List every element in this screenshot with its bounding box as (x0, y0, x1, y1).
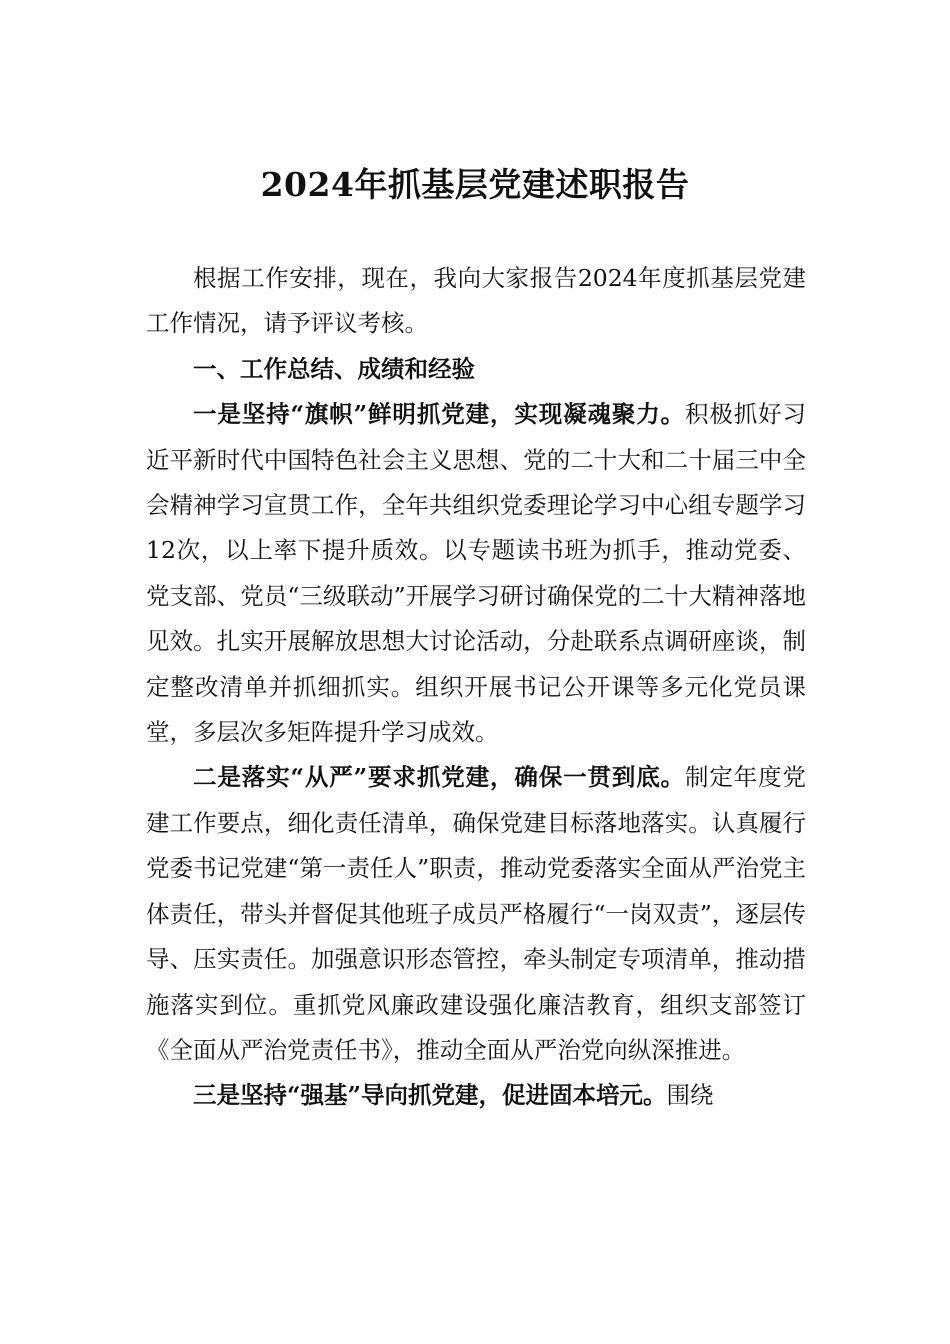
paragraph-2-lead: 二是落实“从严”要求抓党建，确保一贯到底。 (193, 763, 685, 792)
section-heading (146, 347, 806, 392)
document-title: 2024年抓基层党建述职报告 (260, 165, 690, 204)
paragraph-3-text: 围绕 (666, 1081, 714, 1110)
paragraph-1-lead: 一是坚持“旗帜”鲜明抓党建，实现凝魂聚力。 (193, 400, 685, 429)
document-body (146, 256, 806, 1119)
paragraph-3-lead: 三是坚持“强基”导向抓党建，促进固本培元。 (193, 1081, 667, 1110)
body-paragraph-3 (146, 1073, 806, 1118)
body-paragraph-1 (146, 392, 806, 755)
paragraph-1-text: 积极抓好习近平新时代中国特色社会主义思想、党的二十大和二十届三中全会精神学习宣贯工作，全年共组织党委理论学习中心组专题学习12次，以上率下提升质效。以专题读书班为抓手，推动党委、党支部、党员“三级联动”开展学习研讨确保党的二十大精神落地见效。扎实开展解放思想大讨论活动，分赴联系点调研座谈，制定整改清单并抓细抓实。组织开展书记公开课等多元化党员课堂，多层次多矩阵提升学习成效。 (146, 400, 806, 747)
body-paragraph-2 (146, 755, 806, 1073)
section-heading-text: 一、工作总结、成绩和经验 (193, 354, 475, 383)
intro-text: 根据工作安排，现在，我向大家报告2024年度抓基层党建工作情况，请予评议考核。 (146, 264, 806, 338)
intro-paragraph (146, 256, 806, 347)
paragraph-2-text: 制定年度党建工作要点，细化责任清单，确保党建目标落地落实。认真履行党委书记党建“第一责任人”职责，推动党委落实全面从严治党主体责任，带头并督促其他班子成员严格履行“一岗双责”，逐层传导、压实责任。加强意识形态管控，牵头制定专项清单，推动措施落实到位。重抓党风廉政建设强化廉洁教育，组织支部签订《全面从严治党责任书》，推动全面从严治党向纵深推进。 (146, 763, 806, 1064)
